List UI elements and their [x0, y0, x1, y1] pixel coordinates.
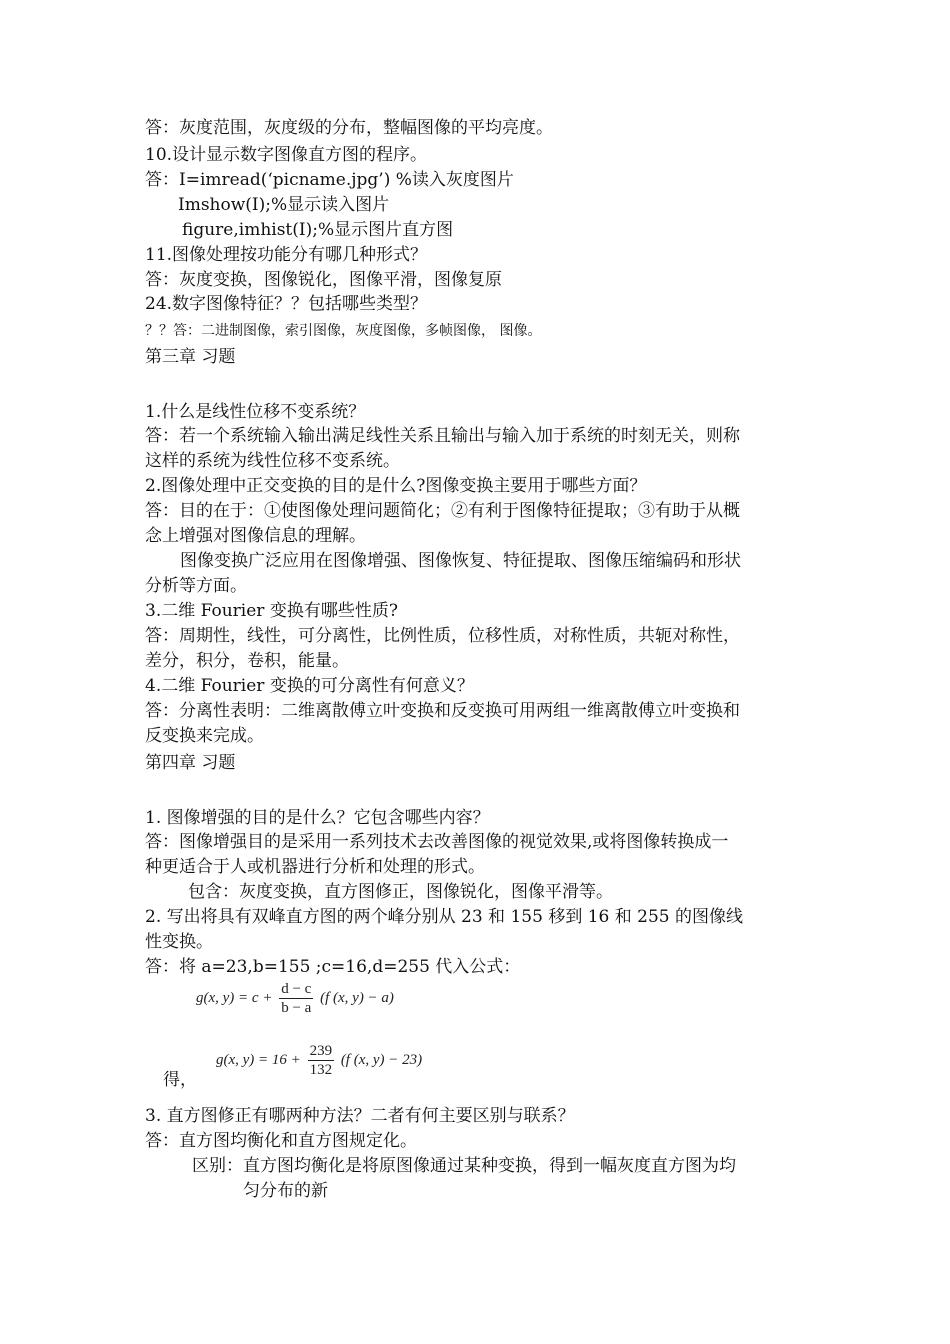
formula-fraction: [308, 1042, 335, 1079]
question-heading: 2.图像处理中正交变换的目的是什么?图像变换主要用于哪些方面？: [145, 476, 647, 496]
formula-lhs: g(x, y) = c +: [196, 989, 273, 1006]
question-heading: 2. 写出将具有双峰直方图的两个峰分别从 23 和 155 移到 16 和 255 的图像线: [145, 907, 744, 927]
text-line: 性变换。: [145, 932, 213, 952]
question-heading: 4.二维 Fourier 变换的可分离性有何意义？: [145, 676, 474, 696]
text-line: 答：目的在于：①使图像处理问题简化；②有利于图像特征提取；③有助于从概: [145, 501, 740, 521]
formula-numerator: d − c: [281, 981, 312, 997]
code-line: Imshow(I);%显示读入图片: [178, 195, 390, 215]
formula-lhs: g(x, y) = 16 +: [216, 1051, 301, 1068]
text-line: 反变换来完成。: [145, 726, 264, 746]
question-heading: 11.图像处理按功能分有哪几种形式？: [145, 245, 428, 265]
formula-denominator: 132: [309, 1062, 333, 1078]
text-line: 种更适合于人或机器进行分析和处理的形式。: [145, 857, 485, 877]
text-line: 答：直方图均衡化和直方图规定化。: [145, 1131, 417, 1151]
formula-substituted: [216, 1042, 422, 1079]
formula-numerator: 239: [309, 1043, 333, 1059]
text-line: 图像变换广泛应用在图像增强、图像恢复、特征提取、图像压缩编码和形状: [180, 551, 741, 571]
text-line: 答：灰度范围，灰度级的分布，整幅图像的平均亮度。: [145, 118, 553, 138]
question-heading: 3. 直方图修正有哪两种方法？二者有何主要区别与联系？: [145, 1106, 575, 1126]
text-line: ？？答：二进制图像，索引图像，灰度图像，多帧图像， 图像。: [145, 323, 542, 339]
text-line: 答：灰度变换，图像锐化，图像平滑，图像复原: [145, 270, 502, 290]
formula-fraction: [279, 980, 313, 1017]
formula-rhs: (f (x, y) − a): [320, 989, 394, 1006]
text-line: 匀分布的新: [243, 1181, 328, 1201]
text-line: 包含：灰度变换，直方图修正，图像锐化，图像平滑等。: [188, 882, 613, 902]
code-line: figure,imhist(I);%显示图片直方图: [182, 220, 454, 240]
formula-rhs: (f (x, y) − 23): [340, 1051, 423, 1068]
question-heading: 1. 图像增强的目的是什么？它包含哪些内容？: [145, 808, 490, 828]
text-line: 答：分离性表明：二维离散傅立叶变换和反变换可用两组一维离散傅立叶变换和: [145, 701, 740, 721]
text-line: 答：将 a=23,b=155 ;c=16,d=255 代入公式：: [145, 957, 521, 977]
formula-general: [196, 980, 394, 1017]
question-heading: 10.设计显示数字图像直方图的程序。: [145, 145, 428, 165]
text-line: 这样的系统为线性位移不变系统。: [145, 451, 400, 471]
text-line: 答：若一个系统输入输出满足线性关系且输出与输入加于系统的时刻无关，则称: [145, 426, 740, 446]
chapter-heading: 第四章 习题: [145, 753, 236, 773]
text-line: 得，: [163, 1070, 197, 1090]
question-heading: 1.什么是线性位移不变系统？: [145, 402, 366, 422]
text-line: 答：I=imread(‘picname.jpg’) %读入灰度图片: [145, 170, 514, 190]
text-line: 答：周期性，线性，可分离性，比例性质，位移性质，对称性质，共轭对称性，: [145, 626, 740, 646]
text-line: 差分，积分，卷积，能量。: [145, 651, 349, 671]
text-line: 分析等方面。: [145, 576, 247, 596]
text-line: 念上增强对图像信息的理解。: [145, 526, 366, 546]
formula-denominator: b − a: [281, 1000, 312, 1016]
question-heading: 24.数字图像特征？？包括哪些类型？: [145, 294, 428, 314]
chapter-heading: 第三章 习题: [145, 347, 236, 367]
text-line: 区别：直方图均衡化是将原图像通过某种变换，得到一幅灰度直方图为均: [192, 1156, 736, 1176]
text-line: 答：图像增强目的是采用一系列技术去改善图像的视觉效果,或将图像转换成一: [145, 832, 729, 852]
question-heading: 3.二维 Fourier 变换有哪些性质?: [145, 601, 398, 621]
